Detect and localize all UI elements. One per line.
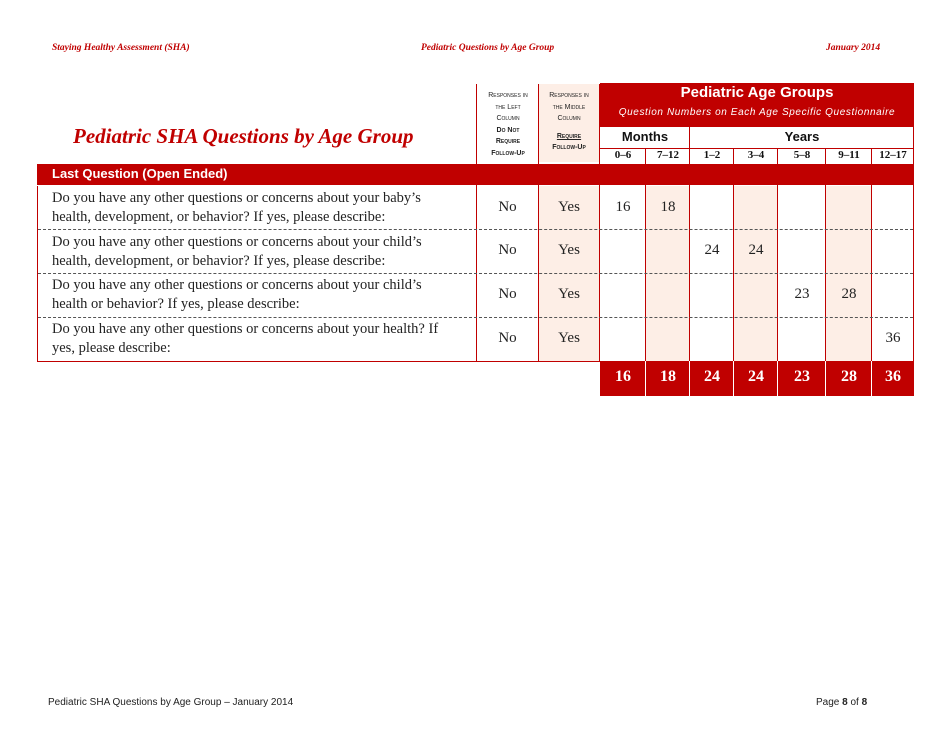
header-center: Pediatric Questions by Age Group bbox=[421, 43, 555, 53]
middle-response-header: Responses in the Middle Column Require Follow-Up bbox=[549, 92, 589, 151]
left-response: No bbox=[498, 199, 517, 215]
middle-response: Yes bbox=[558, 286, 580, 302]
left-response: No bbox=[498, 330, 517, 346]
footer-left: Pediatric SHA Questions by Age Group – January 2014 bbox=[48, 697, 294, 708]
row-divider bbox=[38, 229, 913, 230]
middle-response: Yes bbox=[558, 330, 580, 346]
total-5-8: 23 bbox=[794, 368, 810, 385]
question-number: 18 bbox=[660, 199, 676, 215]
grid-line bbox=[600, 148, 914, 149]
question-number: 16 bbox=[615, 199, 631, 215]
middle-response: Yes bbox=[558, 199, 580, 215]
middle-response: Yes bbox=[558, 242, 580, 258]
total-9-11: 28 bbox=[841, 368, 857, 385]
question-number: 36 bbox=[885, 330, 901, 346]
header-right: January 2014 bbox=[826, 43, 881, 53]
total-0-6: 16 bbox=[615, 368, 631, 385]
age-col-3-4: 3–4 bbox=[747, 149, 765, 161]
total-7-12: 18 bbox=[660, 368, 676, 385]
age-groups-subtitle: Question Numbers on Each Age Specific Questionnaire bbox=[618, 107, 896, 118]
question-number: 24 bbox=[748, 242, 764, 258]
months-label: Months bbox=[621, 129, 669, 144]
grid-line bbox=[645, 148, 646, 361]
question-text: Do you have any other questions or concerns about your child’s health, development, or behavior? If yes, please describe: bbox=[52, 234, 422, 269]
total-1-2: 24 bbox=[704, 368, 720, 385]
age-groups-title: Pediatric Age Groups bbox=[680, 84, 834, 101]
age-col-9-11: 9–11 bbox=[838, 149, 860, 161]
question-text: Do you have any other questions or concerns about your child’s health or behavior? If yes, please describe: bbox=[52, 277, 422, 312]
years-label: Years bbox=[784, 129, 820, 144]
page-title: Pediatric SHA Questions by Age Group bbox=[73, 124, 414, 148]
total-12-17: 36 bbox=[885, 368, 901, 385]
question-number: 23 bbox=[794, 286, 810, 302]
left-response-header: Responses in the Left Column Do Not Require Follow-Up bbox=[488, 92, 528, 157]
grid-line bbox=[825, 148, 826, 361]
question-number: 24 bbox=[704, 242, 720, 258]
row-divider bbox=[38, 273, 913, 274]
row-divider bbox=[38, 317, 913, 318]
age-col-5-8: 5–8 bbox=[793, 149, 811, 161]
grid-line bbox=[913, 83, 914, 361]
grid-line bbox=[599, 84, 600, 361]
age-col-12-17: 12–17 bbox=[879, 149, 907, 161]
section-label: Last Question (Open Ended) bbox=[52, 166, 228, 181]
page-number: Page 8 of 8 bbox=[816, 697, 868, 708]
left-response: No bbox=[498, 286, 517, 302]
age-col-0-6: 0–6 bbox=[614, 149, 632, 161]
grid-line bbox=[476, 84, 477, 361]
question-number: 28 bbox=[841, 286, 857, 302]
question-text: Do you have any other questions or concerns about your health? If yes, please describe: bbox=[52, 321, 439, 356]
total-3-4: 24 bbox=[748, 368, 764, 385]
question-text: Do you have any other questions or concerns about your baby’s health, development, or behavior? If yes, please describe: bbox=[52, 190, 421, 225]
header-left: Staying Healthy Assessment (SHA) bbox=[52, 43, 190, 53]
age-col-7-12: 7–12 bbox=[657, 149, 679, 161]
age-col-1-2: 1–2 bbox=[703, 149, 721, 161]
grid-line bbox=[538, 84, 539, 361]
left-response: No bbox=[498, 242, 517, 258]
